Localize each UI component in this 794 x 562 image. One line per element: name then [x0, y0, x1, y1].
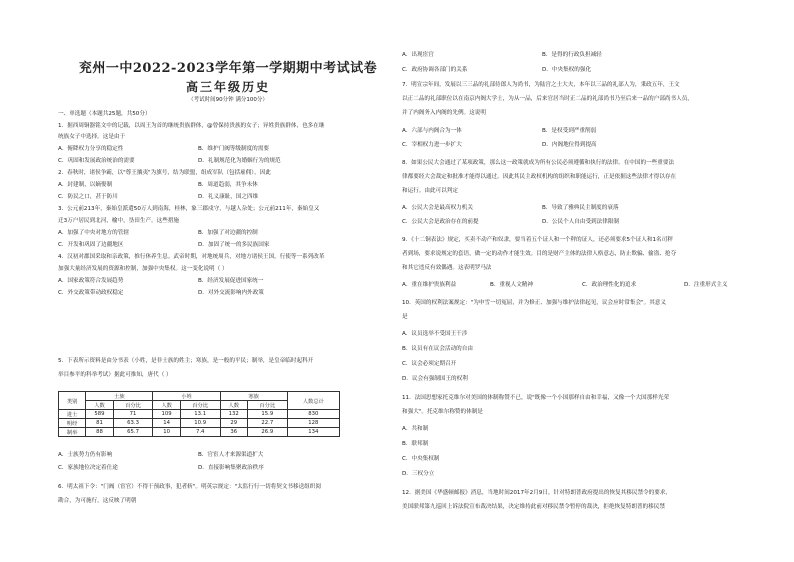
q1-option-d: D．礼制规范化为婚姻行为的规范 — [198, 158, 281, 164]
q7-option-c: C．宰相权力进一步扩大 — [402, 142, 462, 148]
q11-option-b: B．联邦制 — [402, 441, 429, 447]
q1-option-b: B．维护门阀等级制度的需要 — [198, 146, 269, 152]
q8-option-c: C．公民大会是政治存在的前提 — [402, 219, 479, 225]
table-cell: 13.1 — [180, 410, 220, 419]
q4-option-a: A．国家政策符合发展趋势 — [58, 278, 124, 284]
question-8-line-1: 8．如果公民大会通过了某项政策，那么这一政策就成为所有公民必须遵循和执行的法律。在中国的一些重要法 — [402, 160, 675, 166]
question-7-line-1: 7．明宣宗年间，发展以三三品的礼部侍郎人为尚书，为陆宫之士大夫，本年以三品的礼部人为，秉政五年，王文 — [402, 82, 680, 88]
table-cell: 830 — [287, 410, 339, 419]
q4-option-b: B．经济发展促进国家统一 — [198, 278, 264, 284]
question-5-line-1: 5．下表所示资料是由分书表（小姓，是非士族的姓主；寒族，是一般的平民；制举，是皇帝临时起科开 — [58, 358, 314, 364]
q6-option-a: A．出现宦官 — [402, 52, 434, 58]
q6-option-c: C．政府协调各部门的关系 — [402, 67, 468, 73]
table-header-shizu: 士族 — [86, 392, 153, 401]
table-cell: 134 — [287, 428, 339, 437]
section-heading: 一、单选题（本题共25题，共50分） — [58, 111, 151, 117]
table-cell: 88 — [86, 428, 113, 437]
q3-option-a: A．加强了中央对地方的管辖 — [58, 230, 129, 236]
right-column — [402, 0, 774, 562]
table-cell: 26.9 — [247, 428, 287, 437]
question-9-line-3: 和其它违反有效偶遇。这表明罗马法 — [402, 265, 492, 271]
q10-option-c: C．议会必须定期召开 — [402, 361, 457, 367]
q4-option-c: C．外交政策带动政权稳定 — [58, 290, 124, 296]
table-cell: 明经 — [59, 419, 86, 428]
table-subheader-percent: 百分比 — [180, 401, 220, 410]
table-cell: 14 — [153, 419, 180, 428]
q1-option-c: C．巩固和发展政治统治的需要 — [58, 158, 135, 164]
table-cell: 22.7 — [247, 419, 287, 428]
question-3-line-2: 迁3万户居民到北河，榆中，垦田生产。这些措施 — [58, 218, 180, 224]
question-3-line-1: 3．公元前213年，秦始皇派遣50万人到南海，桂林，象三郡戍守，与越人杂处；公元前211年，秦始皇又 — [58, 206, 320, 212]
q6-option-d: D．中央集权的强化 — [542, 67, 592, 73]
table-cell: 132 — [220, 410, 247, 419]
table-header-category: 类别 — [59, 392, 86, 410]
table-cell: 15.9 — [247, 410, 287, 419]
question-7-line-2: 以正二品的礼部职位以在南京内阁大学士，为从一品，后来官居当时正二品的礼部尚书乃至后来一品的户部尚书人员， — [402, 96, 693, 102]
table-cell: 10 — [153, 428, 180, 437]
exam-data-table — [58, 391, 340, 437]
q2-option-c: C．防民之口，甚于防川 — [58, 194, 118, 200]
question-11-line-1: 11．法国思想家托克维尔对美国的体制称赞不已，说"既像一个小国那样自由和幸福，又像一个大国那样光荣 — [402, 395, 670, 401]
question-10-line-2: 是 — [402, 314, 408, 320]
table-subheader-count: 人数 — [153, 401, 180, 410]
q8-option-b: B．导致了雅典民主制度的衰落 — [542, 205, 619, 211]
question-1-line-2: 统族女子中选择。这是由于 — [58, 134, 126, 140]
question-4-line-2: 加强大量经济发展的资源和控制，加强中央集权。这一变化说明（ ） — [58, 266, 228, 272]
question-12-line-2: 美国联邦第九巡回上诉法院宣布裁决结果，决定维持此前对移民禁令暂停的裁决，拒绝恢复特朗普的移民禁 — [402, 504, 665, 510]
table-header-xiaoxing: 小姓 — [153, 392, 220, 401]
q10-option-b: B．议员有在议会活动的自由 — [402, 346, 473, 352]
exam-subtitle: 高三年级历史 — [185, 80, 270, 94]
question-12-line-1: 12．据美国《华盛顿邮报》消息，当地时间2017年2月9日，针对特朗普政府提出的恢复其移民禁令的要求， — [402, 490, 672, 496]
question-1-line-1: 1．据西周铜器铭文中的记载，以周王为首的继统贵族群体，@曾保持贵族的女子；异姓贵族群体，也多在继 — [58, 123, 325, 129]
table-row — [59, 419, 340, 428]
q11-option-d: D．三权分立 — [402, 471, 435, 477]
table-header-hanzu: 寒族 — [220, 392, 287, 401]
table-row — [59, 410, 340, 419]
q3-option-b: B．加强了对边疆的控制 — [198, 230, 258, 236]
question-6-line-1: 6．明太祖下令："门阀（宦官）不得干预政事，犯者斩"。明英宗规定："太监行行一切将契文书移送组织阅 — [58, 484, 321, 490]
question-6-line-2: 勘合，为可施行，这反映了明朝 — [58, 498, 137, 504]
q5-option-d: D．直接影响集聚政治秩序 — [198, 465, 264, 471]
q3-option-d: D．加固了统一的多民族国家 — [198, 242, 270, 248]
q5-option-a: A．士族势力仍有影响 — [58, 452, 113, 458]
table-header-total: 人数总计 — [287, 392, 339, 410]
table-cell: 65.7 — [113, 428, 153, 437]
table-cell: 29 — [220, 419, 247, 428]
q8-option-d: D．公民个人自由受到法律限制 — [542, 219, 620, 225]
q7-option-a: A．六部与内阁合为一体 — [402, 128, 462, 134]
q7-option-b: B．是权受到严重削弱 — [542, 128, 597, 134]
table-cell: 制举 — [59, 428, 86, 437]
question-8-line-3: 和运行。由此可以判定 — [402, 188, 458, 194]
table-cell: 81 — [86, 419, 113, 428]
table-cell: 进士 — [59, 410, 86, 419]
q1-option-a: A．俯降权力分享的稳定性 — [58, 146, 124, 152]
table-cell: 63.3 — [113, 419, 153, 428]
question-5-line-2: 举目参平的科举考试）据此可推知，唐代（ ） — [58, 372, 172, 378]
q2-option-d: D．礼义康耻，国之四维 — [198, 194, 259, 200]
q10-option-d: D．议会有强制国王的权利 — [402, 376, 468, 382]
question-9-line-1: 9．《十二铜表法》规定，买卖不动产和奴隶，要当着五个证人和一个秤的证人，还必须要求5个证人和1名司秤 — [402, 237, 673, 243]
table-subheader-count: 人数 — [220, 401, 247, 410]
q9-option-d: D．注重形式主义 — [684, 282, 728, 288]
table-cell: 589 — [86, 410, 113, 419]
question-11-line-2: 和强大"。托克维尔称赞的体制是 — [402, 409, 483, 415]
q11-option-c: C．中央集权制 — [402, 456, 440, 462]
q5-option-c: C．家族地位决定着仕途 — [58, 465, 118, 471]
table-cell: 10.9 — [180, 419, 220, 428]
q2-option-a: A．封建制，以嫡娶制 — [58, 182, 113, 188]
table-row — [59, 428, 340, 437]
table-cell: 7.4 — [180, 428, 220, 437]
table-cell: 36 — [220, 428, 247, 437]
question-7-line-3: 并了内阁务入内阁的先例。这说明 — [402, 110, 486, 116]
q9-option-a: A．重在维护贵族利益 — [402, 282, 457, 288]
q10-option-a: A．议员选举不受国王干涉 — [402, 331, 468, 337]
table-cell: 128 — [287, 419, 339, 428]
question-10-line-1: 10．英国的权利法案规定："为申雪一切冤屈，并为修正、加强与维护法律起见，议会应时常集会"。其意义 — [402, 300, 666, 306]
table-subheader-percent: 百分比 — [247, 401, 287, 410]
q5-option-b: B．官宦人才来源渠道扩大 — [198, 452, 264, 458]
q3-option-c: C．开发和巩固了边疆地区 — [58, 242, 124, 248]
q9-option-b: B．重视人文精神 — [490, 282, 533, 288]
table-cell: 109 — [153, 410, 180, 419]
table-subheader-count: 人数 — [86, 401, 113, 410]
q2-option-b: B．周道趋弱，其争未休 — [198, 182, 258, 188]
question-2-line-1: 2．春秋时，诸侯争霸，以"尊王攘夷"为旗号，结为联盟，组成军队（包括雇佣）。因此 — [58, 170, 271, 176]
q7-option-d: D．内阁地位得到提高 — [542, 142, 597, 148]
q6-option-b: B．是得的行政负担减轻 — [542, 52, 602, 58]
q11-option-a: A．共和制 — [402, 426, 429, 432]
exam-title: 兖州一中2022-2023学年第一学期期中考试试卷 — [78, 61, 378, 76]
question-4-line-1: 4．汉初对郡国采取和亲政策，推行休养生息。武帝时期，对地统周兵，对地方诸侯王国，行使等一系列改革 — [58, 254, 325, 260]
table-subheader-percent: 百分比 — [113, 401, 153, 410]
table-cell: 71 — [113, 410, 153, 419]
question-9-line-2: 者到场，要求说规定的套语，做一定的动作才能生效。目的是财产主体的法律人格意志，防止欺骗、偷盗、抢夺 — [402, 251, 677, 257]
exam-time-note: （考试时间90分钟 满分100分） — [188, 97, 268, 103]
q4-option-d: D．对外交流影响内外政策 — [198, 290, 264, 296]
question-8-line-2: 律都要经大会裁定和批准才能得以通过。因此其民主政权机构的组织和职能运行，正是依据这些法律才得以存在 — [402, 174, 677, 180]
left-column — [58, 0, 398, 562]
q9-option-c: C．政治理性化的追求 — [582, 282, 637, 288]
q8-option-a: A．公民大会是最高权力机关 — [402, 205, 473, 211]
